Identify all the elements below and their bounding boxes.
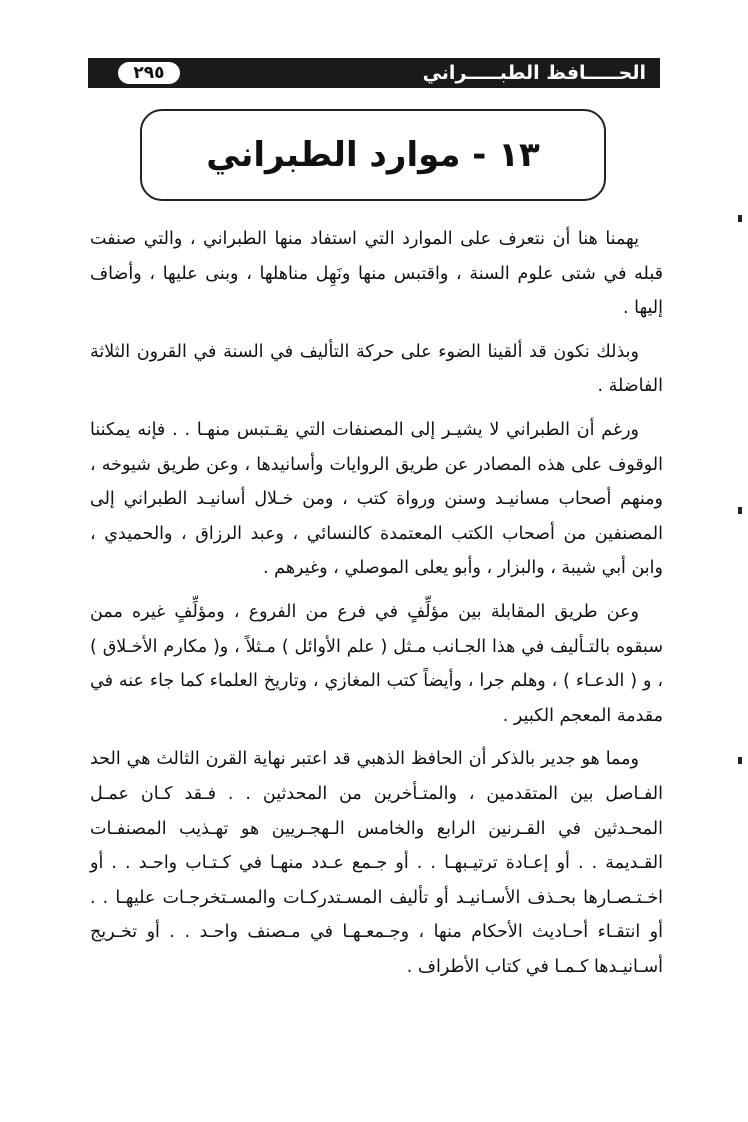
page-header [88,58,660,88]
paragraph: ومما هو جدير بالذكر أن الحافظ الذهبي قد اعتبر نهاية القرن الثالث هي الحد الفـاصل بين المتقدمين ، والمتـأخرين من المحدثين . . فـقد كـان عمـل المحـدثين في القـرنين الرابع والخامس الـهجـريين هو تهـذيب المصنفـات القـديمة . . أو إعـادة ترتيـبهـا . . أو جـمع عـدد منهـا في كـتـاب واحـد . . أو اخـتـصـارها بحـذف الأسـانيـد أو تأليف المسـتدركـات والمسـتخرجـات عليهـا . . أو انتقـاء أحـاديث الأحكام منها ، وجـمعـهـا في مـصنف واحـد . . أو تخـريج أسـانيـدها كـمـا في كتاب الأطراف . [90,749,663,977]
paragraph: ورغم أن الطبراني لا يشيـر إلى المصنفات التي يقـتبس منهـا . . فإنه يمكننا الوقوف على هذه المصادر عن طريق الروايات وأسانيدها ، وعن طريق شيوخه ، ومنهم أصحاب مسانيـد وسنن ورواة كتب ، ومن خـلال أسانيـد الطبراني إلى المصنفين من أصحاب الكتب المعتمدة كالنسائي ، وعبد الرزاق ، والحميدي ، وابن أبي شيبة ، والبزار ، وأبو يعلى الموصلي ، وغيرهم . [90,419,663,579]
body-text [90,222,663,993]
margin-mark [738,507,742,514]
paragraph: وعن طريق المقابلة بين مؤلِّفٍ في فرع من الفروع ، ومؤلِّفٍ غيره ممن سبقوه بالتـأليف في هذا الجـانب مـثل ( علم الأوائل ) مـثلاً ، و( مكارم الأخـلاق ) ، و ( الدعـاء ) ، وهلم جرا ، وأيضاً كتب المغازي ، وتاريخ العلماء كما جاء عنه في مقدمة المعجم الكبير . [90,601,663,726]
chapter-title: ١٣ - موارد الطبراني [206,135,540,175]
margin-mark [738,757,742,764]
paragraph: وبذلك نكون قد ألقينا الضوء على حركة التأليف في السنة في القرون الثلاثة الفاضلة . [90,341,663,397]
margin-mark [738,215,742,222]
page-number: ٢٩٥ [118,62,180,84]
chapter-title-frame [140,109,606,201]
running-head-title: الحـــــافظ الطبـــــراني [422,62,646,84]
paragraph: يهمنا هنا أن نتعرف على الموارد التي استفاد منها الطبراني ، والتي صنفت قبله في شتى علوم السنة ، واقتبس منها ونَهِل مناهلها ، وبنى عليها ، وأضاف إليها . [90,229,663,319]
